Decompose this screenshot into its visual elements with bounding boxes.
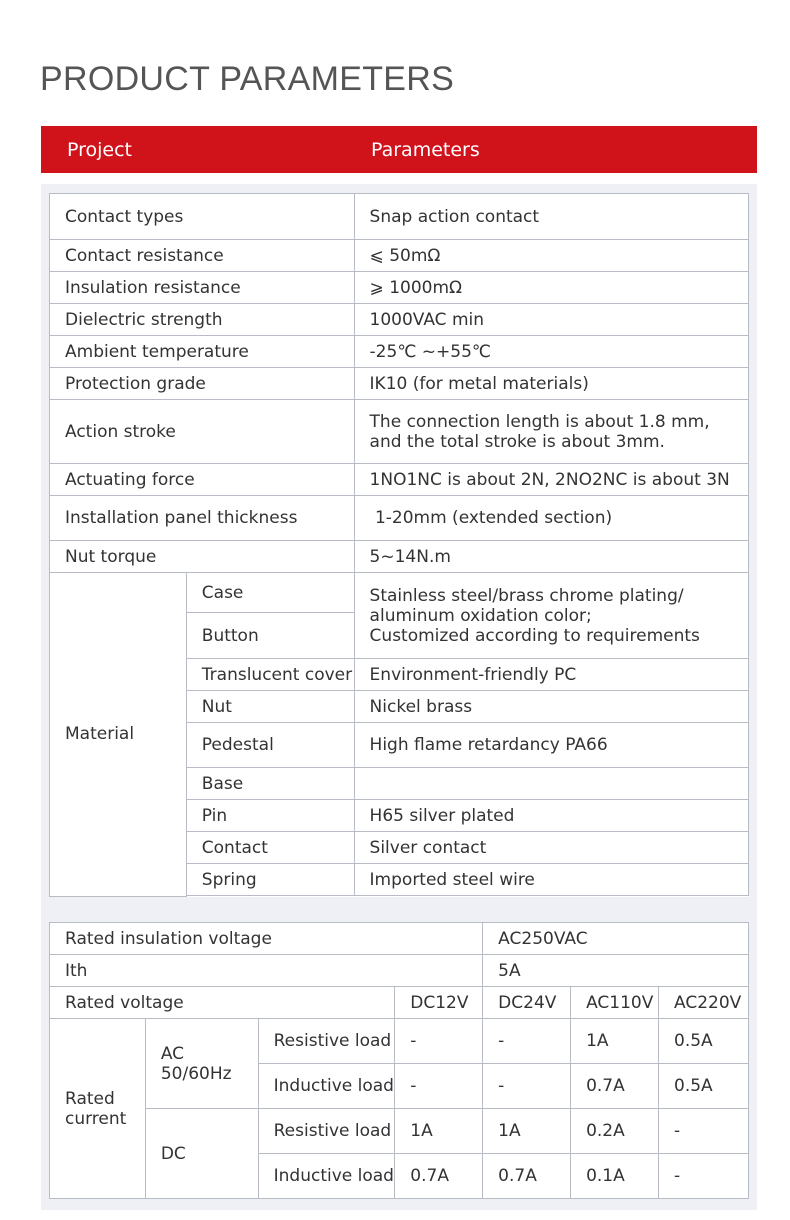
- ith-value: 5A: [483, 955, 749, 987]
- current-value: 0.7A: [395, 1154, 483, 1199]
- material-value: Stainless steel/brass chrome plating/ aluminum oxidation color; Customized according to requirements: [354, 573, 748, 659]
- param-label: Ambient temperature: [50, 336, 355, 368]
- current-value: -: [659, 1154, 749, 1199]
- param-value: ⩽ 50mΩ: [354, 240, 748, 272]
- insulation-voltage-value: AC250VAC: [483, 923, 749, 955]
- table-row: [50, 336, 749, 368]
- material-value: Nickel brass: [354, 691, 748, 723]
- table-row: [50, 272, 749, 304]
- table-header: [41, 126, 757, 173]
- material-part: Pin: [186, 800, 354, 832]
- material-part: Button: [186, 613, 354, 659]
- param-label: Action stroke: [50, 400, 355, 464]
- parameters-table: [49, 193, 749, 897]
- insulation-voltage-label: Rated insulation voltage: [50, 923, 483, 955]
- material-part: Contact: [186, 832, 354, 864]
- ith-label: Ith: [50, 955, 483, 987]
- material-part: Nut: [186, 691, 354, 723]
- param-value: IK10 (for metal materials): [354, 368, 748, 400]
- table-row: [50, 240, 749, 272]
- material-value: Environment-friendly PC: [354, 659, 748, 691]
- param-value: ⩾ 1000mΩ: [354, 272, 748, 304]
- material-part: Case: [186, 573, 354, 613]
- param-value: Snap action contact: [354, 194, 748, 240]
- param-label: Protection grade: [50, 368, 355, 400]
- current-value: 1A: [395, 1109, 483, 1154]
- param-value: 1NO1NC is about 2N, 2NO2NC is about 3N: [354, 464, 748, 496]
- param-label: Actuating force: [50, 464, 355, 496]
- param-label: Insulation resistance: [50, 272, 355, 304]
- current-value: -: [659, 1109, 749, 1154]
- current-value: 0.5A: [659, 1064, 749, 1109]
- current-type: AC 50/60Hz: [145, 1019, 258, 1109]
- page-title: PRODUCT PARAMETERS: [40, 60, 455, 98]
- table-row: [50, 923, 749, 955]
- current-value: 0.2A: [571, 1109, 659, 1154]
- table-row: [50, 955, 749, 987]
- table-row: [50, 541, 749, 573]
- current-value: -: [483, 1064, 571, 1109]
- rated-voltage-label: Rated voltage: [50, 987, 395, 1019]
- param-label: Contact types: [50, 194, 355, 240]
- load-label: Resistive load: [258, 1109, 395, 1154]
- voltage-header: AC220V: [659, 987, 749, 1019]
- table-row: [50, 464, 749, 496]
- param-label: Installation panel thickness: [50, 496, 355, 541]
- current-value: 1A: [571, 1019, 659, 1064]
- table-row: [50, 987, 749, 1019]
- table-row: [50, 194, 749, 240]
- material-part: Spring: [186, 864, 354, 896]
- voltage-header: AC110V: [571, 987, 659, 1019]
- load-label: Inductive load: [258, 1064, 395, 1109]
- table-row: [50, 1109, 749, 1154]
- current-value: 0.7A: [571, 1064, 659, 1109]
- param-value: 1000VAC min: [354, 304, 748, 336]
- current-type: DC: [145, 1109, 258, 1199]
- ratings-table: [49, 922, 749, 1199]
- header-parameters: Parameters: [371, 139, 480, 161]
- current-value: 0.1A: [571, 1154, 659, 1199]
- table-row: [50, 368, 749, 400]
- param-value: 5~14N.m: [354, 541, 748, 573]
- table-row: [50, 573, 749, 613]
- param-label: Contact resistance: [50, 240, 355, 272]
- param-value: -25℃ ~+55℃: [354, 336, 748, 368]
- table-row: [50, 496, 749, 541]
- load-label: Resistive load: [258, 1019, 395, 1064]
- current-value: 1A: [483, 1109, 571, 1154]
- material-value: High flame retardancy PA66: [354, 723, 748, 768]
- material-value: H65 silver plated: [354, 800, 748, 832]
- load-label: Inductive load: [258, 1154, 395, 1199]
- voltage-header: DC24V: [483, 987, 571, 1019]
- material-part: Base: [186, 768, 354, 800]
- param-value: 1-20mm (extended section): [354, 496, 748, 541]
- current-value: -: [395, 1019, 483, 1064]
- param-label: Nut torque: [50, 541, 355, 573]
- material-value: Silver contact: [354, 832, 748, 864]
- current-value: 0.7A: [483, 1154, 571, 1199]
- param-label: Dielectric strength: [50, 304, 355, 336]
- table-row: [50, 1019, 749, 1064]
- current-value: 0.5A: [659, 1019, 749, 1064]
- material-part: Translucent cover: [186, 659, 354, 691]
- current-value: -: [483, 1019, 571, 1064]
- param-value: The connection length is about 1.8 mm, and the total stroke is about 3mm.: [354, 400, 748, 464]
- voltage-header: DC12V: [395, 987, 483, 1019]
- material-value: Imported steel wire: [354, 864, 748, 896]
- material-part: Pedestal: [186, 723, 354, 768]
- rated-current-label: Rated current: [50, 1019, 146, 1199]
- material-value: [354, 768, 748, 800]
- table-row: [50, 400, 749, 464]
- material-label: Material: [50, 573, 187, 897]
- current-value: -: [395, 1064, 483, 1109]
- header-project: Project: [67, 139, 133, 161]
- table-row: [50, 304, 749, 336]
